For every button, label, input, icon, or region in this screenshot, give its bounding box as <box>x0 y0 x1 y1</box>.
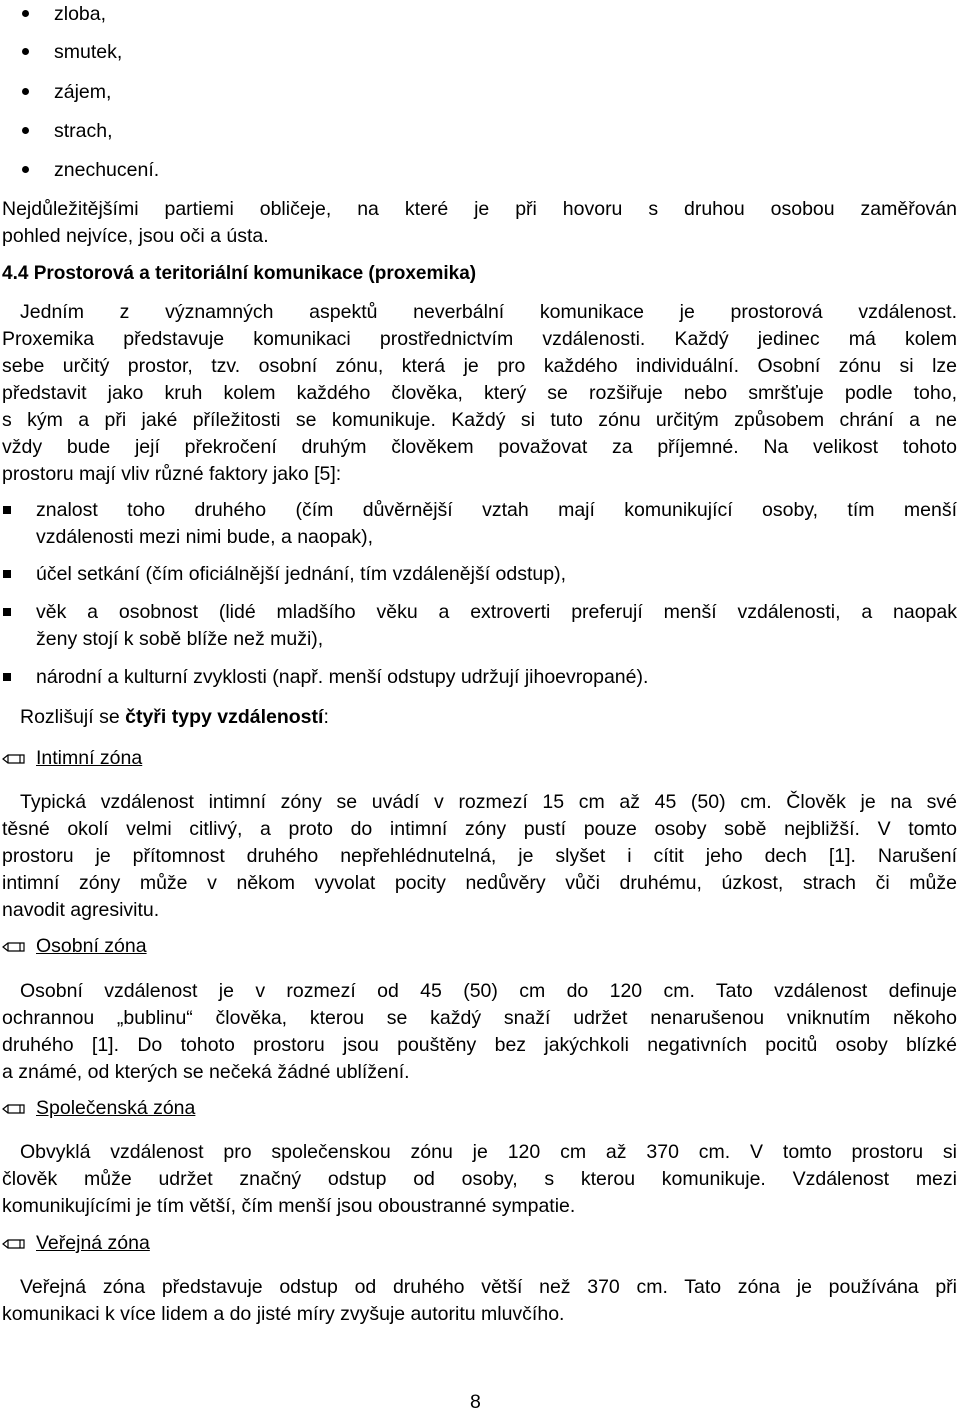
zone-heading: Intimní zóna <box>36 747 143 769</box>
paragraph-line: člověk může udržet značný odstup od osoby, s kterou komunikuje. Vzdálenost mezi <box>2 1168 957 1190</box>
list-item-text: zájem, <box>54 81 112 103</box>
page-number: 8 <box>470 1391 481 1413</box>
paragraph-line: komunikaci k více lidem a do jisté míry zvyšuje autoritu mluvčího. <box>2 1303 565 1325</box>
zone-heading: Veřejná zóna <box>36 1232 150 1254</box>
list-item-text: strach, <box>54 120 113 142</box>
list-item-text: vzdálenosti mezi nimi bude, a naopak), <box>36 526 374 548</box>
paragraph-line: prostoru mají vliv různé faktory jako [5]: <box>2 463 342 485</box>
types-intro: Rozlišují se čtyři typy vzdáleností: <box>20 706 329 728</box>
list-item-text: věk a osobnost (lidé mladšího věku a extroverti preferují menší vzdálenosti, a naopak <box>36 601 957 623</box>
square-bullet-icon <box>3 608 11 616</box>
paragraph-line: Nejdůležitějšími partiemi obličeje, na které je při hovoru s druhou osobou zaměřován <box>2 198 957 220</box>
pencil-icon <box>2 751 26 767</box>
paragraph-line: Proxemika představuje komunikaci prostřednictvím vzdálenosti. Každý jedinec má kolem <box>2 328 957 350</box>
bullet-dot-icon <box>22 48 29 55</box>
pencil-icon <box>2 1101 26 1117</box>
paragraph-line: druhého [1]. Do tohoto prostoru jsou pouštěny bez jakýchkoli negativních pocitů osoby blízké <box>2 1034 957 1056</box>
pencil-icon <box>2 1236 26 1252</box>
list-item-text: zloba, <box>54 3 107 25</box>
paragraph-line: intimní zóny může v někom vyvolat pocity nedůvěry vůči druhému, úzkost, strach či může <box>2 872 957 894</box>
square-bullet-icon <box>3 570 11 578</box>
paragraph-line: prostoru je přítomnost druhého nepřehlédnutelná, je slyšet i cítit jeho dech [1]. Narušení <box>2 845 957 867</box>
paragraph-line: komunikujícími je tím větší, čím menší jsou oboustranné sympatie. <box>2 1195 576 1217</box>
list-item-text: znechucení. <box>54 159 160 181</box>
pencil-icon <box>2 939 26 955</box>
paragraph-line: Typická vzdálenost intimní zóny se uvádí v rozmezí 15 cm až 45 (50) cm. Člověk je na své <box>20 791 957 813</box>
list-item-text: ženy stojí k sobě blíže než muži), <box>36 628 324 650</box>
paragraph-line: Jedním z významných aspektů neverbální komunikace je prostorová vzdálenost. <box>20 301 957 323</box>
list-item-text: účel setkání (čím oficiálnější jednání, tím vzdálenější odstup), <box>36 563 567 585</box>
paragraph-line: navodit agresivitu. <box>2 899 160 921</box>
paragraph-line: vždy bude její překročení druhým člověkem považovat za příjemné. Na velikost tohoto <box>2 436 957 458</box>
square-bullet-icon <box>3 506 11 514</box>
paragraph-line: Obvyklá vzdálenost pro společenskou zónu je 120 cm až 370 cm. V tomto prostoru si <box>20 1141 957 1163</box>
bullet-dot-icon <box>22 166 29 173</box>
bullet-dot-icon <box>22 88 29 95</box>
bullet-dot-icon <box>22 10 29 17</box>
section-heading: 4.4 Prostorová a teritoriální komunikace (proxemika) <box>2 263 477 284</box>
bullet-dot-icon <box>22 127 29 134</box>
paragraph-line: Osobní vzdálenost je v rozmezí od 45 (50) cm do 120 cm. Tato vzdálenost definuje <box>20 980 957 1002</box>
paragraph-line: sebe určitý prostor, tzv. osobní zónu, která je pro každého individuální. Osobní zónu si lze <box>2 355 957 377</box>
paragraph-line: těsné okolí velmi citlivý, a proto do intimní zóny pustí pouze osoby sobě nejbližší. V tomto <box>2 818 957 840</box>
list-item-text: znalost toho druhého (čím důvěrnější vztah mají komunikující osoby, tím menší <box>36 499 957 521</box>
paragraph-line: pohled nejvíce, jsou oči a ústa. <box>2 225 269 247</box>
paragraph-line: s kým a při jaké příležitosti se komunikuje. Každý si tuto zónu určitým způsobem chrání a ne <box>2 409 957 431</box>
paragraph-line: ochrannou „bublinu“ člověka, kterou se každý snaží udržet nenarušenou vniknutím někoho <box>2 1007 957 1029</box>
list-item-text: národní a kulturní zvyklosti (např. menší odstupy udržují jihoevropané). <box>36 666 649 688</box>
list-item-text: smutek, <box>54 41 123 63</box>
zone-heading: Osobní zóna <box>36 935 147 957</box>
paragraph-line: představit jako kruh kolem každého člověka, který se rozšiřuje nebo smršťuje podle toho, <box>2 382 957 404</box>
paragraph-line: a známé, od kterých se nečeká žádné ublížení. <box>2 1061 410 1083</box>
paragraph-line: Veřejná zóna představuje odstup od druhého větší než 370 cm. Tato zóna je používána při <box>20 1276 957 1298</box>
zone-heading: Společenská zóna <box>36 1097 196 1119</box>
square-bullet-icon <box>3 673 11 681</box>
